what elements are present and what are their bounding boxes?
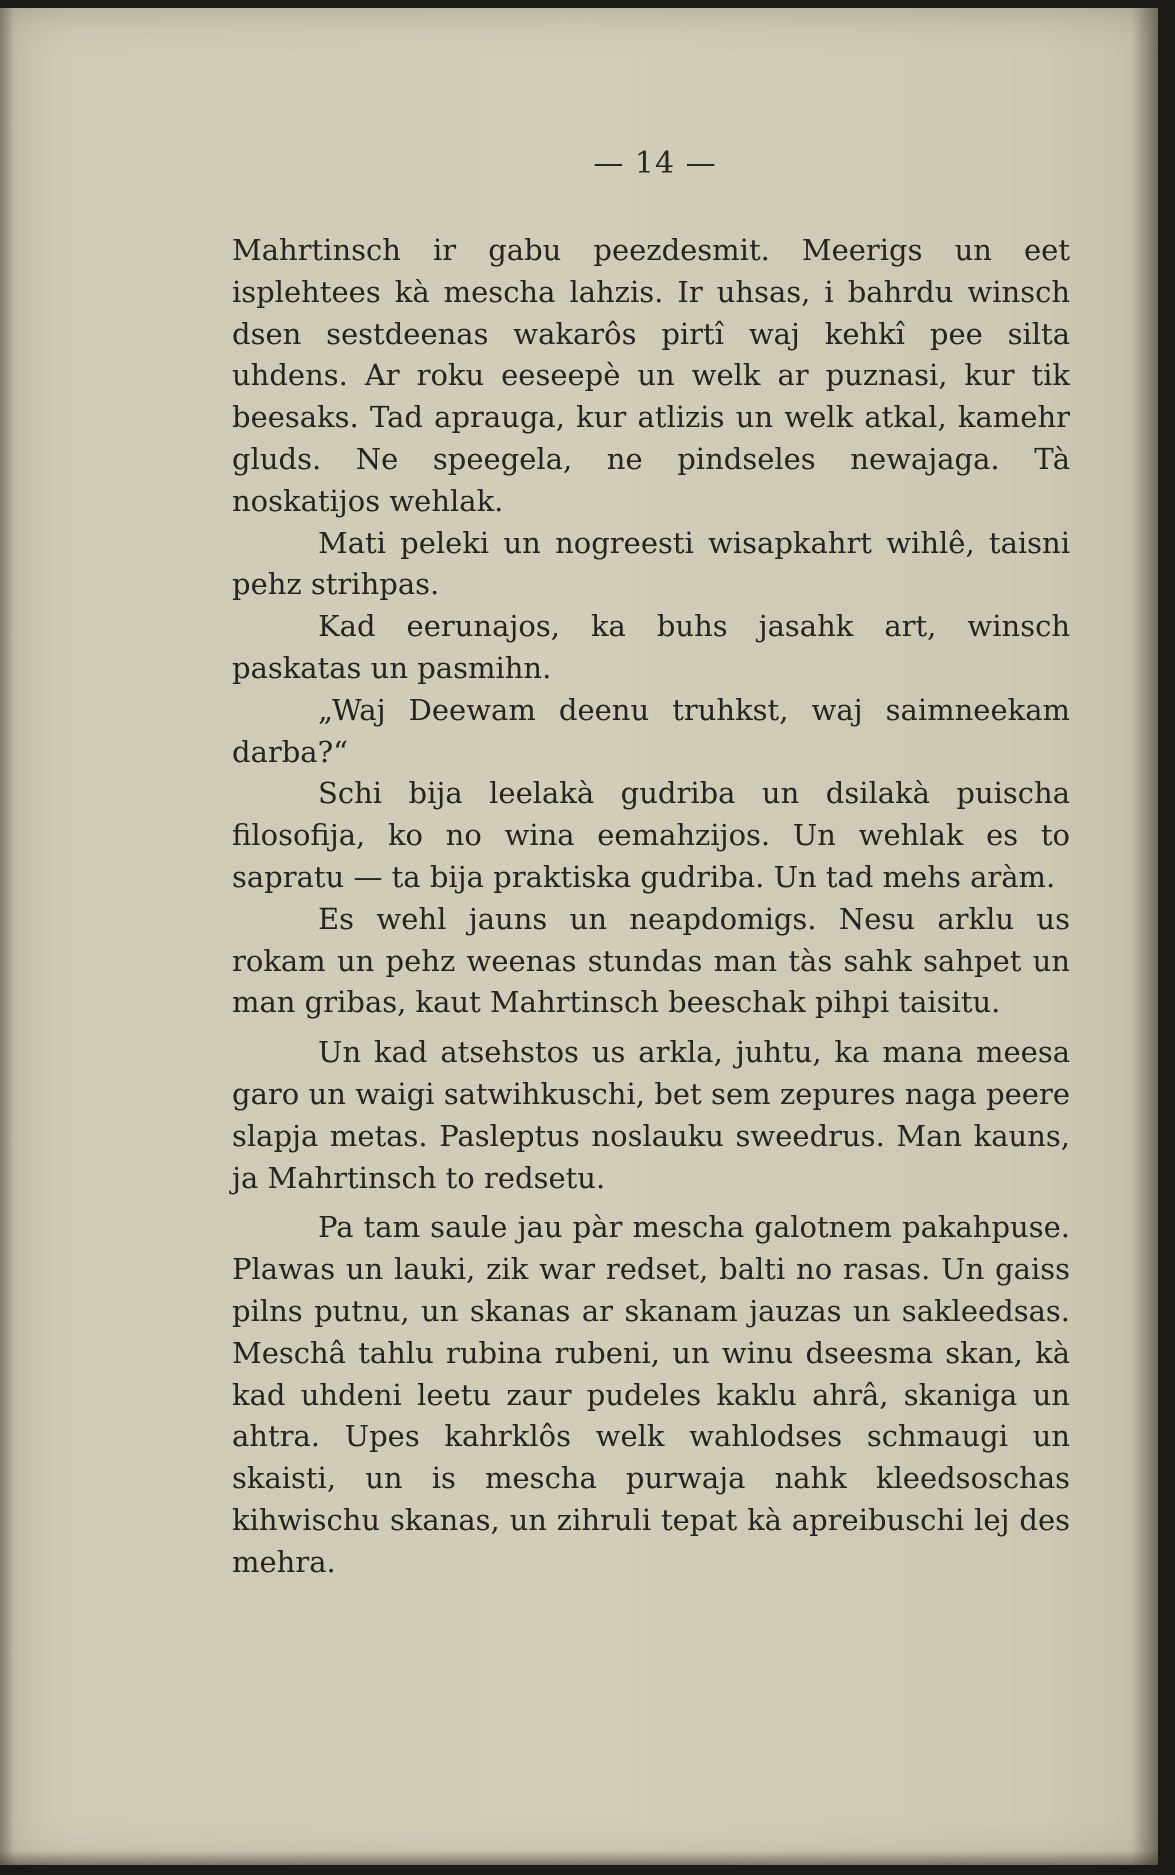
paragraph-2: Mati peleki un nogreesti wisapkahrt wihlê, taisni pehz strihpas. (232, 525, 1070, 602)
paragraph-6: Es wehl jauns un neapdomigs. Nesu arklu us rokam un pehz weenas stundas man tàs sahk sahpet un man gribas, kaut Mahrtinsch beeschak pihpi taisitu. (232, 901, 1070, 1020)
paragraph-3: Kad eerunajos, ka buhs jasahk art, winsch paskatas un pasmihn. (232, 609, 1070, 685)
page-left-edge-shadow (0, 8, 14, 1865)
body-text (232, 230, 1070, 1584)
paragraph-8: Pa tam saule jau pàr mescha galotnem pakahpuse. Plawas un lauki, zik war redset, balti no rasas. Un gaiss pilns putnu, un skanas ar skanam jauzas un sakleedsas. Meschâ tahlu rubina rubeni, un winu dseesma skan, kà kad uhdeni leetu zaur pudeles kaklu ahrâ, skaniga un ahtra. Upes kahrklôs welk wahlodses schmaugi un skaisti, un is mescha purwaja nahk kleedsoschas kihwischu skanas, un zihruli tepat kà apreibuschi lej des mehra. (232, 1210, 1070, 1579)
paragraph-7: Un kad atsehstos us arkla, juhtu, ka mana meesa garo un waigi satwihkuschi, bet sem zepures naga peere slapja metas. Pasleptus noslauku sweedrus. Man kauns, ja Mahrtinsch to redsetu. (232, 1035, 1070, 1195)
paragraph-1: Mahrtinsch ir gabu peezdesmit. Meerigs un eet isplehtees kà mescha lahzis. Ir uhsas, i bahrdu winsch dsen sestdeenas wakarôs pirtî waj kehkî pee silta uhdens. Ar roku eeseepè un welk ar puznasi, kur tik beesaks. Tad aprauga, kur atlizis un welk atkal, kamehr gluds. Ne speegela, ne pindseles newajaga. Tà noskatijos wehlak. (232, 233, 1070, 518)
paragraph-5: Schi bija leelakà gudriba un dsilakà puischa filosofija, ko no wina eemahzijos. Un wehlak es to sapratu — ta bija praktiska gudriba. Un tad mehs aràm. (232, 776, 1070, 894)
page-number: — 14 — (593, 146, 717, 181)
page-spine-shadow (1132, 8, 1158, 1865)
book-page (0, 8, 1158, 1865)
page-bottom-edge (0, 1851, 1158, 1865)
paragraph-4: „Waj Deewam deenu truhkst, waj saimneekam darba?“ (232, 692, 1070, 769)
